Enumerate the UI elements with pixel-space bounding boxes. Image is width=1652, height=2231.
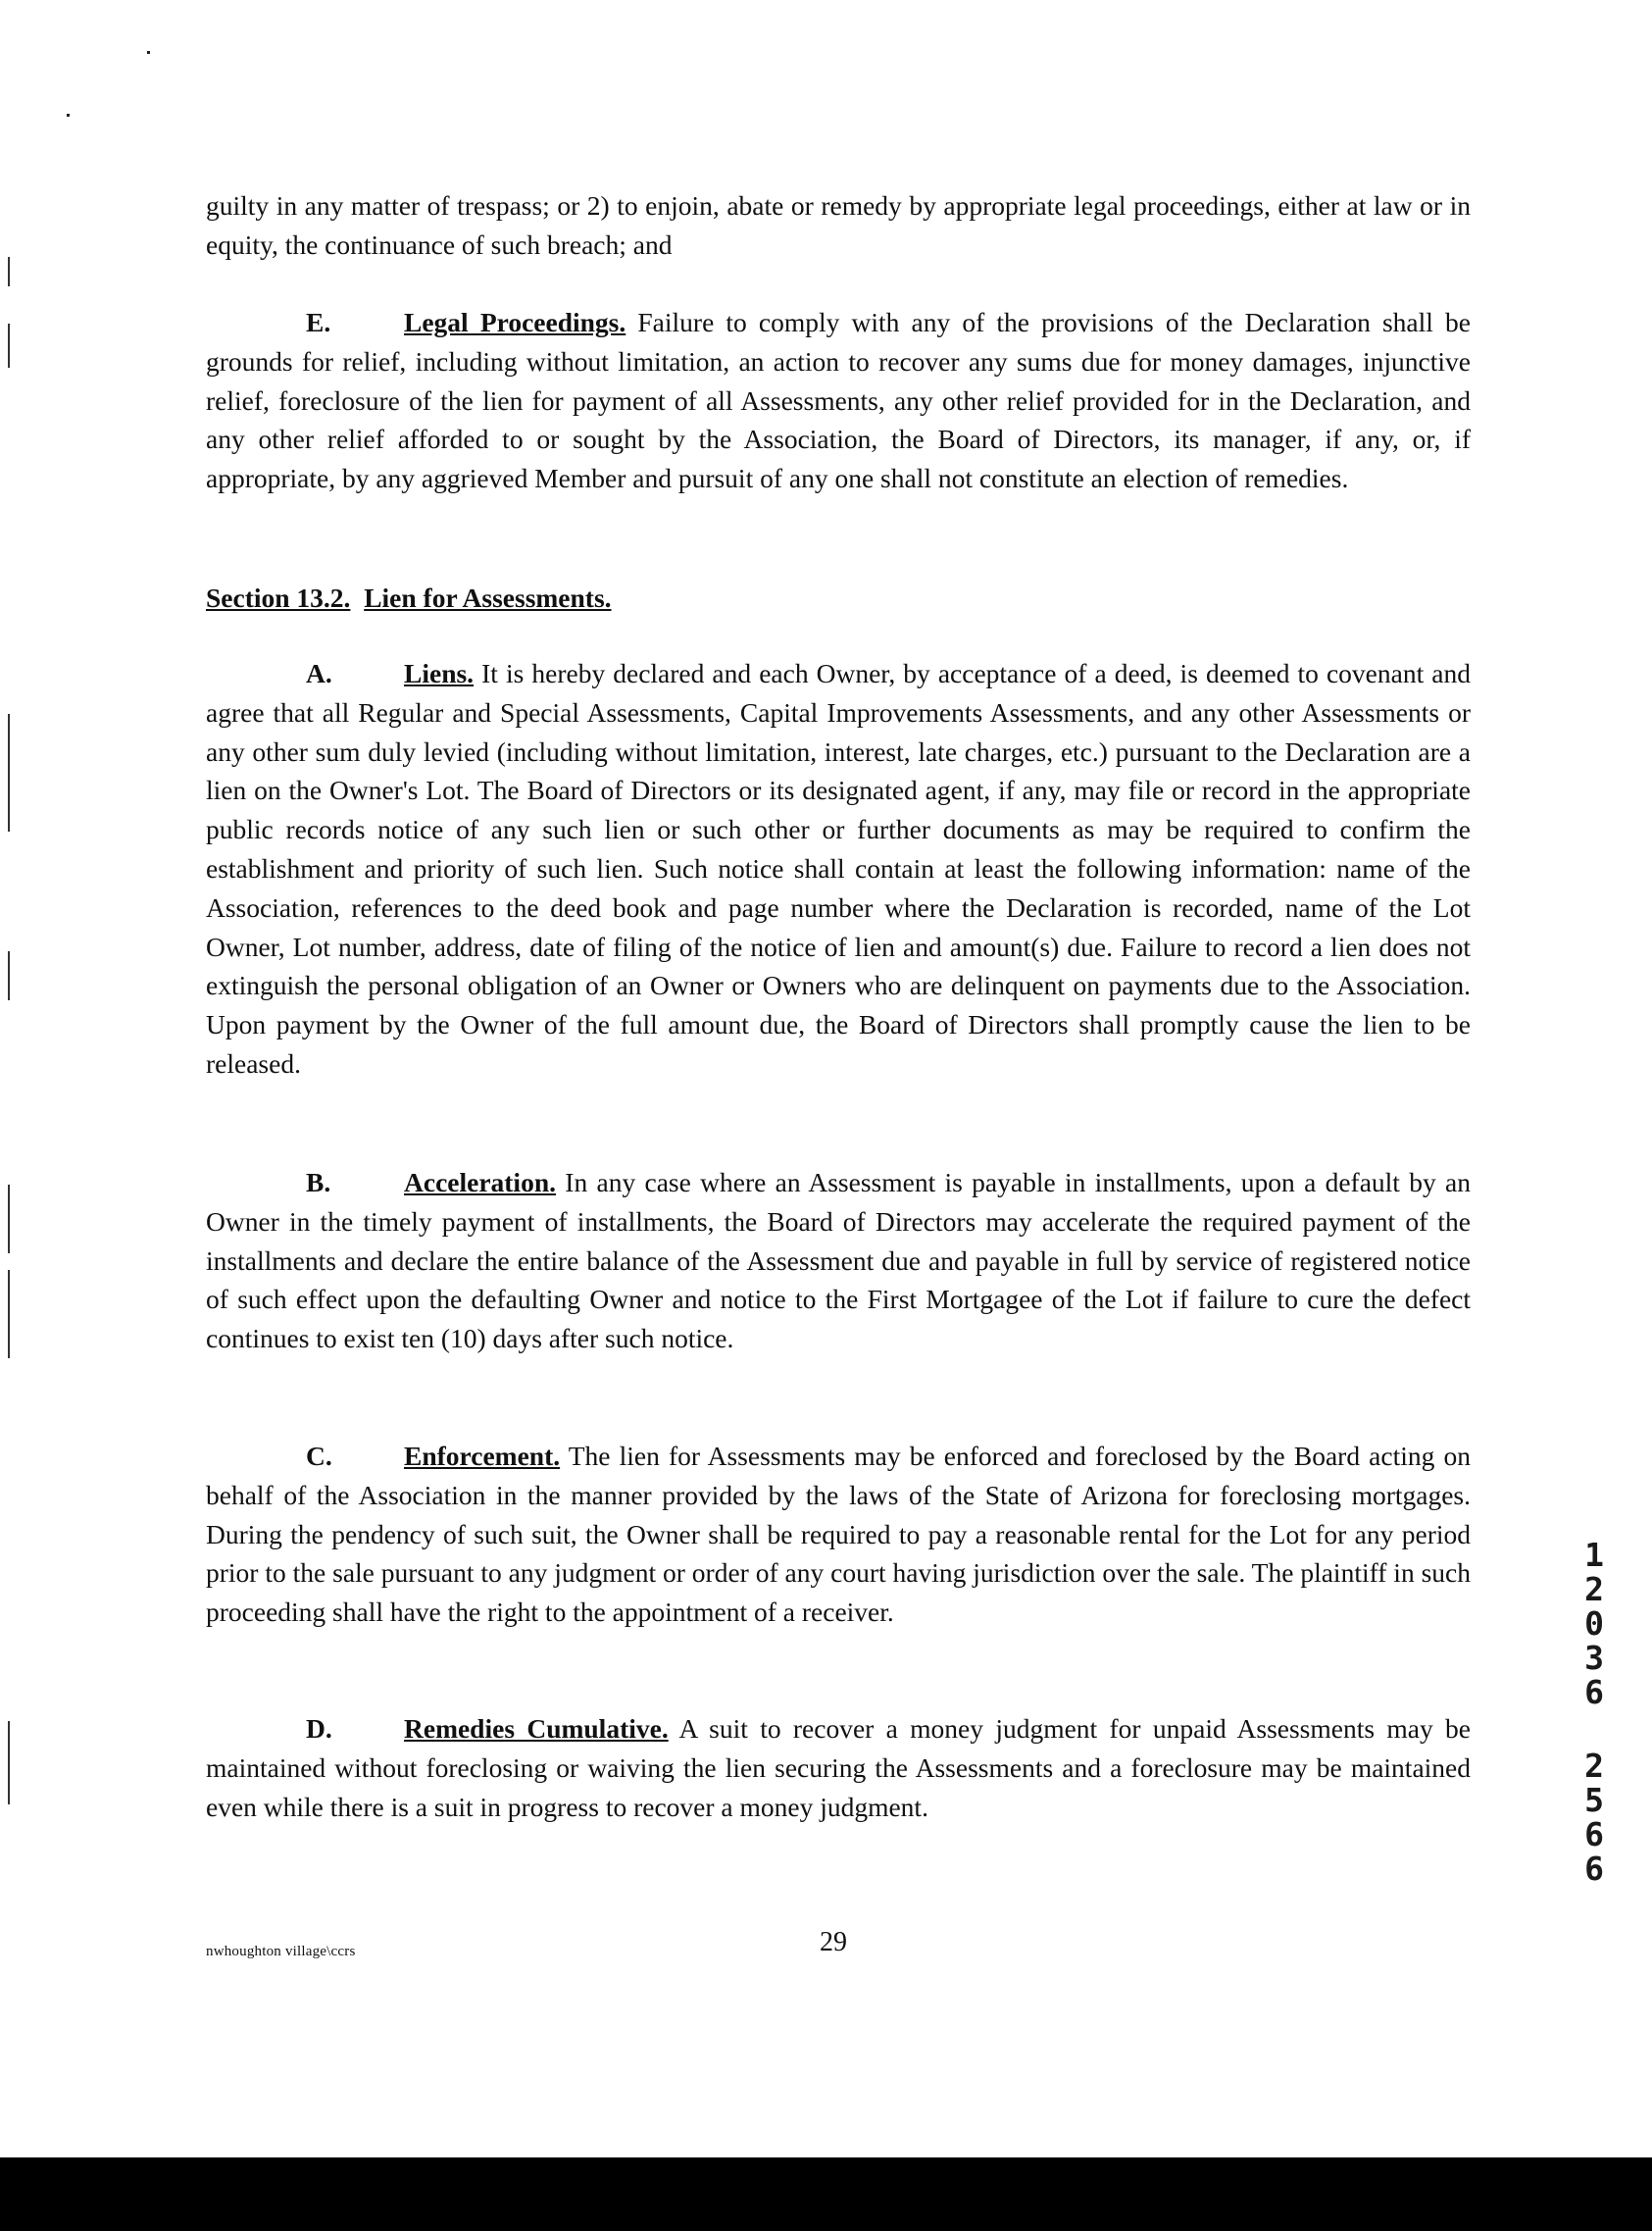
scan-edge-bar bbox=[0, 2157, 1652, 2231]
item-title: Legal Proceedings. bbox=[404, 307, 626, 337]
item-title: Enforcement. bbox=[404, 1441, 561, 1471]
item-body: It is hereby declared and each Owner, by acceptance of a deed, is deemed to covenant and agree that all Regular and Special Assessments, Capital Improvements Assessments, and any other Assessments or any other sum duly levied (including without limitation, interest, late charges, etc.) pursuant to the Declaration are a lien on the Owner's Lot. The Board of Directors or its designated agent, if any, may file or record in the appropriate public records notice of any such lien or such other or further documents as may be required to confirm the establishment and priority of such lien. Such notice shall contain at least the following information: name of the Association, references to the deed book and page number where the Declaration is recorded, name of the Lot Owner, Lot number, address, date of filing of the notice of lien and amount(s) due. Failure to record a lien does not extinguish the personal obligation of an Owner or Owners who are delinquent on payments due to the Association. Upon payment by the Owner of the full amount due, the Board of Directors shall promptly cause the lien to be released. bbox=[206, 658, 1471, 1079]
scan-speck bbox=[147, 51, 150, 54]
recording-digit: 2 bbox=[1584, 1747, 1604, 1785]
section-number: Section 13.2. bbox=[206, 583, 351, 613]
scan-speck bbox=[67, 114, 70, 117]
item-body: In any case where an Assessment is payable in installments, upon a default by an Owner in the timely payment of installments, the Board of Directors may accelerate the required payment of the installments and declare the entire balance of the Assessment due and payable in full by service of registered notice of such effect upon the defaulting Owner and notice to the First Mortgagee of the Lot if failure to cure the defect continues to exist ten (10) days after such notice. bbox=[206, 1167, 1471, 1354]
item-b-paragraph bbox=[206, 1163, 1471, 1358]
recording-digit: 1 bbox=[1584, 1536, 1604, 1574]
recording-digit: 6 bbox=[1584, 1850, 1604, 1888]
item-letter: A. bbox=[306, 658, 332, 688]
margin-line bbox=[8, 951, 10, 1000]
item-letter: B. bbox=[306, 1167, 331, 1197]
item-body: The lien for Assessments may be enforced and foreclosed by the Board acting on behalf of the Association in the manner provided by the laws of the State of Arizona for foreclosing mortgages. During the pendency of such suit, the Owner shall be required to pay a reasonable rental for the Lot for any period prior to the sale pursuant to any judgment or order of any court having jurisdiction over the sale. The plaintiff in such proceeding shall have the right to the appointment of a receiver. bbox=[206, 1441, 1471, 1628]
item-title: Remedies Cumulative. bbox=[404, 1713, 669, 1744]
margin-line bbox=[8, 257, 10, 286]
item-a-paragraph bbox=[206, 654, 1471, 1084]
margin-line bbox=[8, 1721, 10, 1804]
footer-file-path: nwhoughton village\ccrs bbox=[206, 1944, 356, 1959]
intro-text: guilty in any matter of trespass; or 2) to enjoin, abate or remedy by appropriate legal proceedings, either at law or in equity, the continuance of such breach; and bbox=[206, 190, 1471, 260]
item-e-paragraph bbox=[206, 303, 1471, 498]
recording-number bbox=[1577, 1538, 1612, 1886]
margin-line bbox=[8, 1270, 10, 1358]
recording-digit: 5 bbox=[1584, 1781, 1604, 1819]
section-heading bbox=[206, 579, 612, 618]
intro-paragraph bbox=[206, 186, 1471, 265]
margin-line bbox=[8, 324, 10, 368]
item-d-paragraph bbox=[206, 1709, 1471, 1826]
item-letter: C. bbox=[306, 1441, 332, 1471]
recording-digit: 6 bbox=[1584, 1673, 1604, 1711]
item-body: A suit to recover a money judgment for unpaid Assessments may be maintained without foreclosing or waiving the lien securing the Assessments and a foreclosure may be maintained even while there is a suit in progress to recover a money judgment. bbox=[206, 1713, 1471, 1822]
item-letter: D. bbox=[306, 1713, 332, 1744]
section-title: Lien for Assessments. bbox=[364, 583, 612, 613]
recording-digit: 2 bbox=[1584, 1570, 1604, 1608]
item-title: Acceleration. bbox=[404, 1167, 556, 1197]
item-letter: E. bbox=[306, 307, 331, 337]
margin-line bbox=[8, 1185, 10, 1253]
margin-line bbox=[8, 714, 10, 832]
item-title: Liens. bbox=[404, 658, 475, 688]
item-body: Failure to comply with any of the provisions of the Declaration shall be grounds for relief, including without limitation, an action to recover any sums due for money damages, injunctive relief, foreclosure of the lien for payment of all Assessments, any other relief provided for in the Declaration, and any other relief afforded to or sought by the Association, the Board of Directors, its manager, if any, or, if appropriate, by any aggrieved Member and pursuit of any one shall not constitute an election of remedies. bbox=[206, 307, 1471, 494]
recording-digit: 6 bbox=[1584, 1815, 1604, 1853]
page-number: 29 bbox=[820, 1927, 847, 1957]
item-c-paragraph bbox=[206, 1437, 1471, 1632]
recording-digit: 0 bbox=[1584, 1604, 1604, 1643]
recording-digit: 3 bbox=[1584, 1639, 1604, 1677]
